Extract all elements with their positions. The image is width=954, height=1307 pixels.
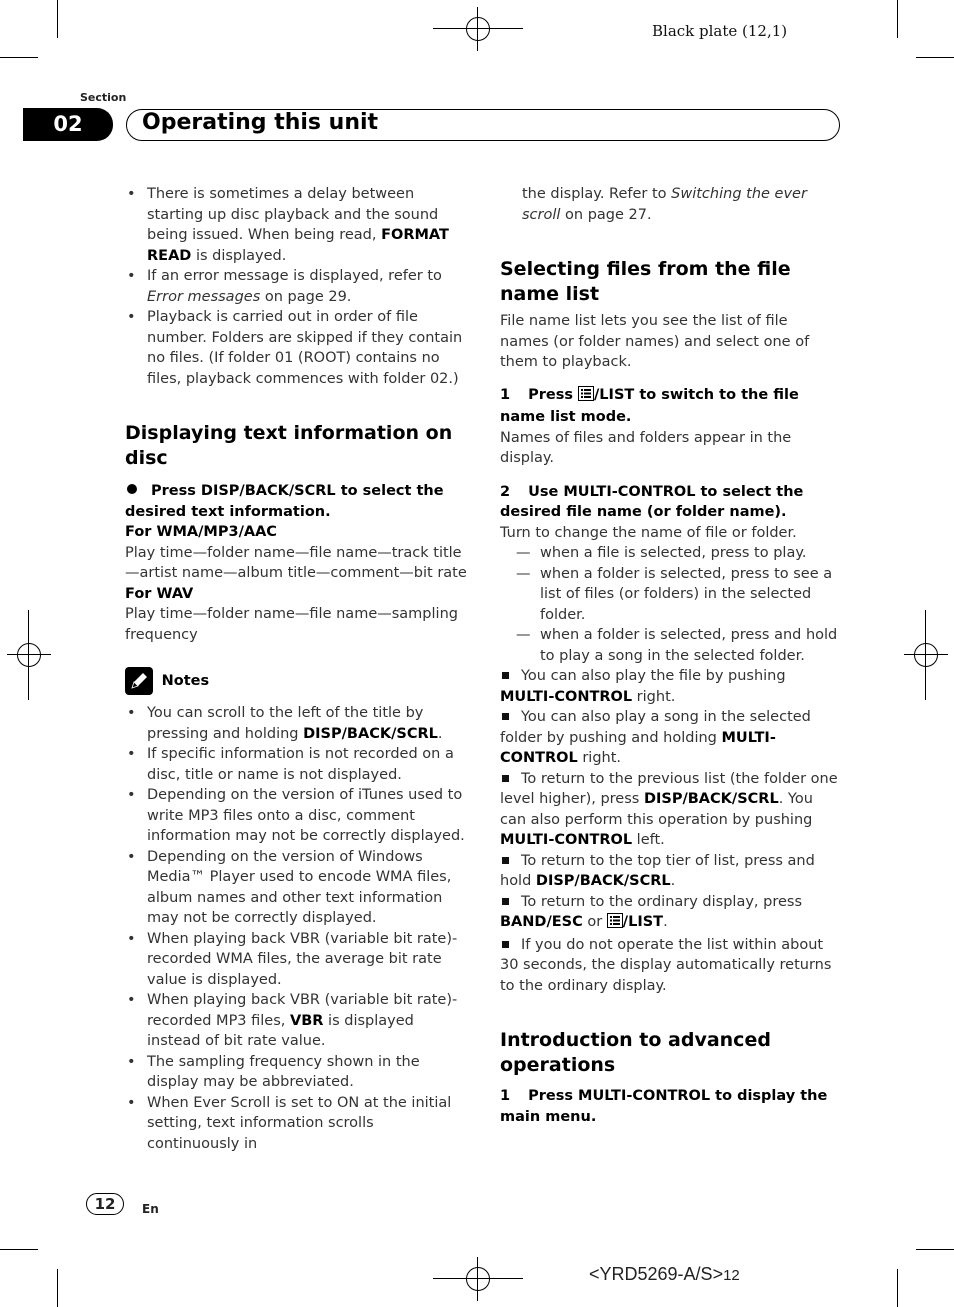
tip-item: You can also play a song in the selected folder by pushing and holding MULTI-CONTROL right. [500, 709, 811, 766]
section-title: Operating this unit [142, 110, 379, 135]
crop-mark [897, 0, 898, 38]
step-instruction: Press DISP/BACK/SCRL to select the desired text information. [125, 483, 444, 520]
tip-item: To return to the ordinary display, press BAND/ESC or /LIST. [500, 892, 840, 935]
notes-header [125, 667, 468, 695]
list-item: • You can scroll to the left of the title by pressing and holding DISP/BACK/SCRL. [125, 703, 468, 744]
square-bullet-icon [502, 672, 509, 679]
crop-mark [0, 1249, 38, 1250]
bullet-dot-icon [127, 484, 137, 494]
square-bullet-icon [502, 857, 509, 864]
dash-item: — when a file is selected, press to play. [500, 543, 840, 564]
registration-mark-icon [456, 1257, 500, 1301]
section-heading: Introduction to advanced operations [500, 1029, 771, 1076]
square-bullet-icon [502, 713, 509, 720]
square-bullet-icon [502, 775, 509, 782]
square-bullet-icon [502, 898, 509, 905]
registration-mark-icon [904, 633, 948, 677]
dash-item: — when a folder is selected, press to see a list of files (or folders) in the selected folder. [500, 564, 840, 626]
tip-item: To return to the previous list (the folder one level higher), press DISP/BACK/SCRL. You can also perform this operation by pushing MULTI-CONTROL left. [500, 770, 838, 848]
dash-item: — when a folder is selected, press and hold to play a song in the selected folder. [500, 625, 840, 666]
list-item: • Playback is carried out in order of file number. Folders are skipped if they contain no files. (If folder 01 (ROOT) contains no files, playback commences with folder 02.) [125, 307, 468, 389]
intro-bullets [125, 184, 468, 389]
document-code: <YRD5269-A/S>12 [589, 1264, 740, 1284]
notes-label: Notes [161, 672, 210, 689]
format-description: Play time—folder name—file name—track title—artist name—album title—comment—bit rate [125, 544, 467, 581]
tip-item: If you do not operate the list within about 30 seconds, the display automatically returns to the ordinary display. [500, 936, 832, 994]
registration-mark-icon [456, 7, 500, 51]
square-bullet-icon [502, 941, 509, 948]
list-item: • If an error message is displayed, refer to Error messages on page 29. [125, 266, 468, 307]
list-item: • Depending on the version of iTunes used to write MP3 files onto a disc, comment information may not be correctly displayed. [125, 785, 468, 847]
page-number: 12 [86, 1193, 124, 1215]
list-icon [607, 913, 623, 935]
list-item: • When playing back VBR (variable bit rate)-recorded MP3 files, VBR is displayed instead of bit rate value. [125, 990, 468, 1052]
list-item: • If specific information is not recorded on a disc, title or name is not displayed. [125, 744, 468, 785]
crop-mark [0, 57, 38, 58]
plate-label: Black plate (12,1) [652, 22, 788, 40]
crop-mark [916, 1249, 954, 1250]
paragraph: File name list lets you see the list of file names (or folder names) and select one of them to playback. [500, 313, 810, 370]
notes-list [125, 703, 468, 1154]
format-description: Play time—folder name—file name—sampling frequency [125, 606, 458, 643]
list-item: • There is sometimes a delay between starting up disc playback and the sound being issued. When being read, FORMAT READ is displayed. [125, 184, 468, 266]
registration-mark-icon [7, 633, 51, 677]
crop-mark [57, 0, 58, 38]
language-code: En [142, 1202, 159, 1216]
list-item: • The sampling frequency shown in the display may be abbreviated. [125, 1052, 468, 1093]
left-column [125, 184, 468, 1154]
pencil-icon [125, 667, 153, 695]
list-item: • When playing back VBR (variable bit rate)-recorded WMA files, the average bit rate value is displayed. [125, 929, 468, 991]
step-instruction: 1 Press MULTI-CONTROL to display the main menu. [500, 1088, 828, 1125]
list-icon [578, 386, 594, 408]
crop-mark [916, 57, 954, 58]
tip-item: To return to the top tier of list, press and hold DISP/BACK/SCRL. [500, 852, 815, 889]
format-label: For WMA/MP3/AAC [125, 524, 277, 540]
section-heading: Displaying text information on disc [125, 422, 453, 469]
list-item: • When Ever Scroll is set to ON at the initial setting, text information scrolls continuously in [125, 1093, 468, 1155]
step-instruction: 1 Press /LIST to switch to the file name list mode. [500, 386, 799, 425]
step-instruction: 2 Use MULTI-CONTROL to select the desired file name (or folder name). [500, 483, 804, 520]
crop-mark [57, 1269, 58, 1307]
section-label: Section [80, 91, 127, 104]
crop-mark [897, 1269, 898, 1307]
format-label: For WAV [125, 585, 194, 602]
continued-text: the display. Refer to Switching the ever scroll on page 27. [522, 186, 807, 223]
section-heading: Selecting files from the file name list [500, 258, 791, 305]
section-number: 02 [23, 108, 113, 141]
right-column [500, 184, 840, 1127]
list-item: • Depending on the version of Windows Media™ Player used to encode WMA files, album names and other text information may not be correctly displayed. [125, 847, 468, 929]
paragraph: Names of files and folders appear in the display. [500, 429, 792, 466]
paragraph: Turn to change the name of file or folder. [500, 524, 797, 541]
tip-item: You can also play the file by pushing MULTI-CONTROL right. [500, 668, 786, 705]
